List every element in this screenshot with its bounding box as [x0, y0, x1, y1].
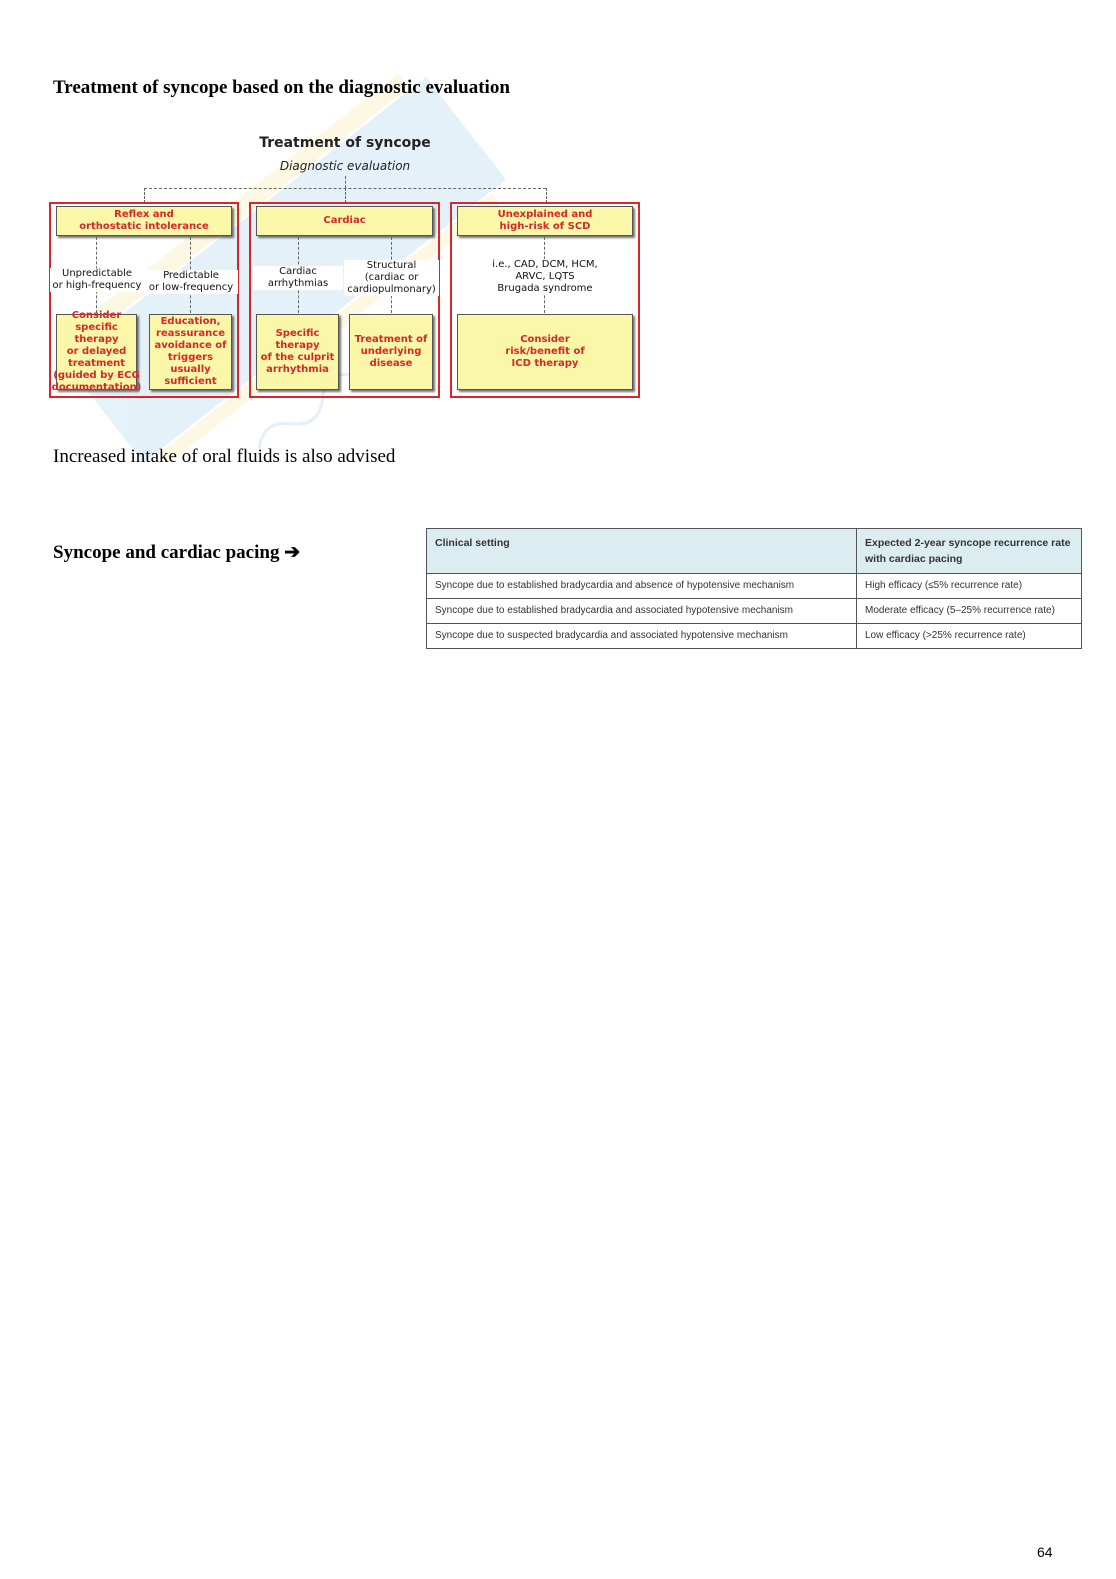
condition-predictable: Predictable or low-frequency: [144, 270, 238, 294]
table-row: [427, 624, 1082, 649]
treatment-specific-arrhythmia: Specific therapy of the culprit arrhythmia: [256, 314, 339, 390]
table-cell: Moderate efficacy (5–25% recurrence rate): [857, 599, 1082, 624]
table-header-recurrence-rate: Expected 2-year syncope recurrence rate with cardiac pacing: [857, 529, 1082, 574]
group-header-cardiac: Cardiac: [256, 206, 433, 236]
condition-arrhythmias: Cardiac arrhythmias: [253, 266, 343, 290]
connector-line: [546, 188, 547, 203]
table-row: [427, 599, 1082, 624]
treatment-education: Education, reassurance avoidance of triggers usually sufficient: [149, 314, 232, 390]
table-header-clinical-setting: Clinical setting: [427, 529, 857, 574]
fluids-note: Increased intake of oral fluids is also advised: [53, 446, 396, 467]
connector-line: [345, 176, 346, 188]
treatment-underlying-disease: Treatment of underlying disease: [349, 314, 433, 390]
treatment-specific-therapy: Consider specific therapy or delayed treatment (guided by ECG documentation): [51, 310, 142, 393]
table-cell: Low efficacy (>25% recurrence rate): [857, 624, 1082, 649]
page-number: 64: [1037, 1544, 1053, 1560]
condition-unpredictable: Unpredictable or high-frequency: [50, 268, 144, 292]
table-cell: Syncope due to suspected bradycardia and associated hypotensive mechanism: [427, 624, 857, 649]
connector-line: [345, 188, 346, 203]
condition-high-risk: i.e., CAD, DCM, HCM, ARVC, LQTS Brugada syndrome: [452, 259, 638, 295]
condition-structural: Structural (cardiac or cardiopulmonary): [344, 260, 439, 296]
table-cell: High efficacy (≤5% recurrence rate): [857, 574, 1082, 599]
diagram-subtitle: Diagnostic evaluation: [279, 159, 411, 173]
group-header-unexplained: Unexplained and high-risk of SCD: [457, 206, 633, 236]
table-row: [427, 574, 1082, 599]
table-cell: Syncope due to established bradycardia and absence of hypotensive mechanism: [427, 574, 857, 599]
treatment-icd: Consider risk/benefit of ICD therapy: [457, 314, 633, 390]
section-heading-pacing: Syncope and cardiac pacing ➔: [53, 542, 301, 563]
table-cell: Syncope due to established bradycardia and associated hypotensive mechanism: [427, 599, 857, 624]
section-heading-treatment: Treatment of syncope based on the diagnostic evaluation: [53, 77, 510, 98]
group-header-reflex: Reflex and orthostatic intolerance: [56, 206, 232, 236]
pacing-table: [426, 528, 1082, 649]
diagram-title: Treatment of syncope: [259, 135, 431, 151]
table-header-row: [427, 529, 1082, 574]
syncope-treatment-diagram: [48, 132, 642, 402]
connector-line: [144, 188, 145, 203]
